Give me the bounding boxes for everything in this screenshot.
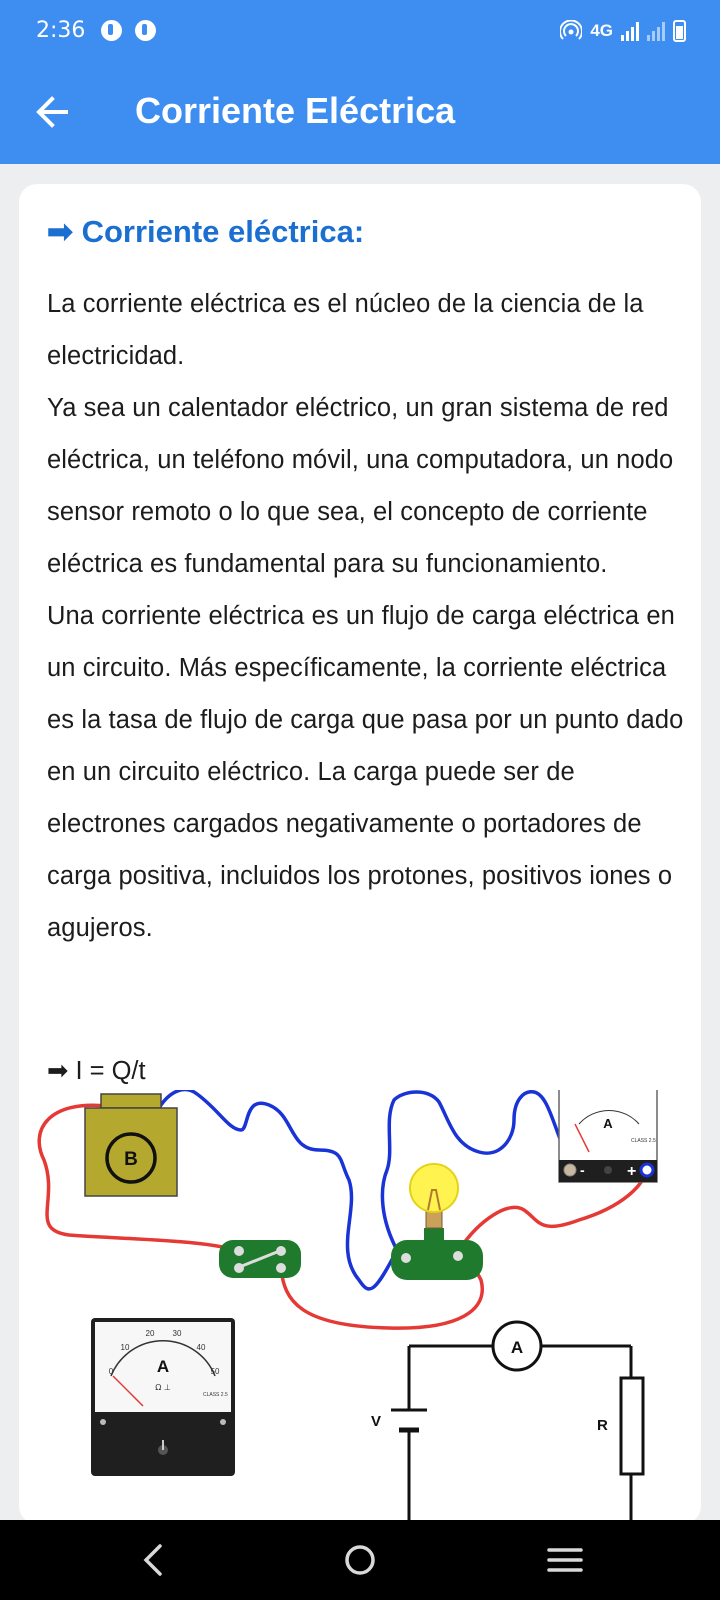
nav-home-button[interactable] — [335, 1538, 385, 1582]
paragraph: Ya sea un calentador eléctrico, un gran sistema de red eléctrica, un teléfono móvil, una computadora, un nodo sensor remoto o lo que sea, el concepto de corriente eléctrica es fundamental para su funcionamiento. — [47, 394, 674, 578]
circuit-illustration — [19, 1090, 701, 1524]
svg-text:10: 10 — [120, 1343, 130, 1352]
paragraph: Una corriente eléctrica es un flujo de carga eléctrica en un circuito. Más específicamente, la corriente eléctrica es la tasa de flujo de carga que pasa por un punto dado en un circuito eléctrico. La carga puede ser de electrones cargados negativamente o portadores de carga positiva, incluidos los protones, positivos iones o agujeros. — [47, 602, 684, 942]
schematic-resistor-label: R — [597, 1417, 608, 1434]
svg-text:20: 20 — [145, 1329, 155, 1338]
signal-strength-icon — [621, 21, 639, 41]
meter-brand: Ω ⊥ — [155, 1383, 171, 1392]
svg-text:30: 30 — [172, 1329, 182, 1338]
back-icon — [130, 1538, 180, 1582]
lightbulb-icon — [391, 1164, 483, 1280]
hotspot-icon — [560, 20, 582, 42]
status-time: 2:36 — [36, 18, 86, 43]
ammeter-large-icon — [91, 1318, 235, 1476]
blue-wire — [382, 1092, 569, 1250]
notification-app-icon — [101, 20, 122, 41]
signal-strength-icon — [647, 21, 665, 41]
content-card — [19, 184, 701, 1524]
large-ammeter-label: A — [156, 1357, 170, 1376]
navigation-bar — [0, 1520, 720, 1600]
battery-icon — [673, 20, 686, 42]
battery-label: B — [124, 1149, 138, 1170]
battery-icon — [85, 1094, 177, 1196]
nav-recents-button[interactable] — [540, 1538, 590, 1582]
status-bar — [0, 0, 720, 60]
app-bar — [0, 60, 720, 164]
nav-back-button[interactable] — [130, 1538, 180, 1582]
menu-icon — [540, 1538, 590, 1582]
switch-icon — [219, 1240, 301, 1278]
small-ammeter-label: A — [603, 1116, 613, 1131]
schematic-voltage-label: V — [371, 1413, 382, 1430]
schematic-ammeter-label: A — [510, 1338, 524, 1357]
meter-class-text: CLASS 2.5 — [203, 1392, 228, 1398]
svg-text:50: 50 — [210, 1367, 220, 1376]
status-indicators — [560, 18, 686, 44]
ammeter-small-icon — [559, 1090, 657, 1182]
back-button[interactable] — [28, 88, 76, 136]
formula: ➡ I = Q/t — [47, 1057, 146, 1085]
body-text — [47, 278, 697, 954]
page-title: Corriente Eléctrica — [135, 90, 456, 131]
meter-plus-label: + — [627, 1163, 637, 1180]
svg-text:0: 0 — [108, 1367, 114, 1376]
meter-small-text: CLASS 2.5 — [631, 1138, 656, 1144]
svg-text:40: 40 — [196, 1343, 206, 1352]
arrow-left-icon — [28, 88, 76, 136]
paragraph: La corriente eléctrica es el núcleo de la ciencia de la electricidad. — [47, 290, 644, 370]
meter-minus-label: - — [580, 1162, 585, 1178]
notification-app-icon — [135, 20, 156, 41]
network-type: 4G — [590, 21, 613, 40]
home-icon — [335, 1538, 385, 1582]
section-heading: ➡ Corriente eléctrica: — [47, 214, 365, 249]
